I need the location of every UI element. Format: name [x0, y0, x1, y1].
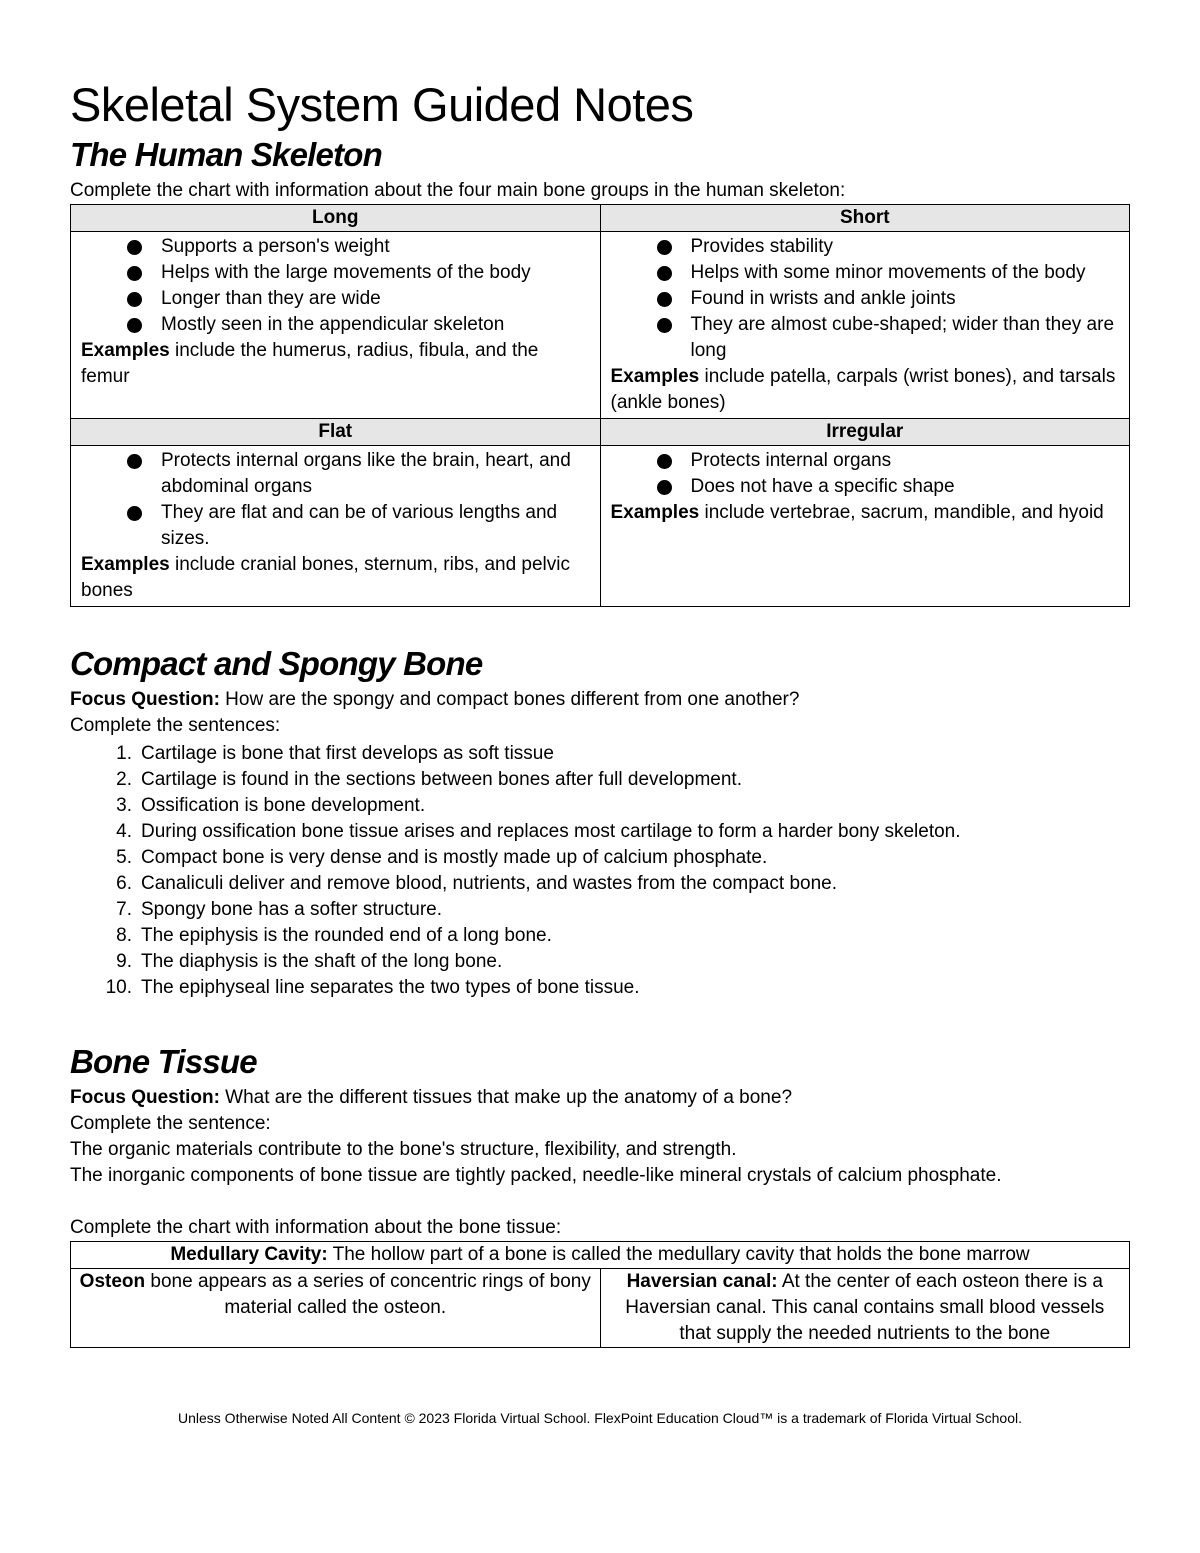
examples-text: include patella, carpals (wrist bones), and tarsals (ankle bones) — [610, 366, 1116, 413]
list-item: Supports a person's weight — [123, 234, 590, 260]
item-text: The diaphysis is the shaft of the long bone. — [141, 951, 503, 972]
examples-text: include cranial bones, sternum, ribs, and pelvic bones — [81, 554, 570, 601]
section-heading-human-skeleton: The Human Skeleton — [70, 136, 382, 173]
haversian-cell — [600, 1269, 1130, 1348]
inorganic-sentence: The inorganic components of bone tissue are tightly packed, needle-like mineral crystals of calcium phosphate. — [70, 1165, 1002, 1186]
list-item: Provides stability — [653, 234, 1120, 260]
examples-label: Examples — [81, 554, 170, 575]
item-text: Compact bone is very dense and is mostly made up of calcium phosphate. — [141, 847, 768, 868]
item-number: 4. — [116, 821, 132, 842]
short-examples — [611, 364, 1120, 416]
item-number: 7. — [116, 899, 132, 920]
list-item: Does not have a specific shape — [653, 474, 1120, 500]
focus-text: How are the spongy and compact bones different from one another? — [219, 689, 800, 710]
medullary-label: Medullary Cavity: — [170, 1244, 328, 1265]
examples-label: Examples — [81, 340, 170, 361]
list-item: Protects internal organs like the brain, heart, and abdominal organs — [123, 448, 590, 500]
list-item: Helps with the large movements of the body — [123, 260, 590, 286]
section-heading-compact-spongy: Compact and Spongy Bone — [70, 645, 483, 682]
list-item — [70, 871, 1130, 897]
examples-label: Examples — [610, 366, 700, 387]
item-number: 9. — [116, 951, 132, 972]
list-item: They are flat and can be of various lengths and sizes. — [123, 500, 590, 552]
organic-sentence: The organic materials contribute to the bone's structure, flexibility, and strength. — [70, 1139, 737, 1160]
list-item — [70, 975, 1130, 1001]
flat-examples — [81, 552, 590, 604]
short-bullets — [611, 234, 1120, 364]
header-long: Long — [71, 205, 601, 232]
list-item: Helps with some minor movements of the body — [653, 260, 1120, 286]
list-item — [70, 897, 1130, 923]
item-number: 5. — [116, 847, 132, 868]
cell-irregular — [600, 446, 1130, 607]
cell-flat — [71, 446, 601, 607]
medullary-text: The hollow part of a bone is called the medullary cavity that holds the bone marrow — [327, 1244, 1030, 1265]
focus-question-compact — [70, 687, 1130, 713]
cell-short — [600, 232, 1130, 419]
header-short: Short — [600, 205, 1130, 232]
list-item: Found in wrists and ankle joints — [653, 286, 1120, 312]
medullary-cavity-cell — [71, 1242, 1130, 1269]
examples-text: include the humerus, radius, fibula, and the femur — [81, 340, 539, 387]
item-text: Cartilage is bone that first develops as soft tissue — [141, 743, 554, 764]
long-bullets — [81, 234, 590, 338]
list-item — [70, 845, 1130, 871]
list-item — [70, 741, 1130, 767]
item-number: 8. — [116, 925, 132, 946]
examples-text: include vertebrae, sacrum, mandible, and hyoid — [699, 502, 1104, 523]
footer-copyright: Unless Otherwise Noted All Content © 2023 Florida Virtual School. FlexPoint Education Cloud™ is a trademark of Florida Virtual School. — [178, 1410, 1022, 1426]
item-text: The epiphysis is the rounded end of a long bone. — [141, 925, 552, 946]
osteon-label: Osteon — [79, 1271, 146, 1292]
long-examples — [81, 338, 590, 390]
bone-tissue-table — [70, 1241, 1130, 1348]
item-text: The epiphyseal line separates the two types of bone tissue. — [141, 977, 640, 998]
item-text: Canaliculi deliver and remove blood, nutrients, and wastes from the compact bone. — [141, 873, 837, 894]
list-item: Mostly seen in the appendicular skeleton — [123, 312, 590, 338]
cell-long — [71, 232, 601, 419]
haversian-label: Haversian canal: — [626, 1271, 778, 1292]
focus-question-tissue — [70, 1085, 1130, 1111]
list-item — [70, 819, 1130, 845]
section-heading-bone-tissue: Bone Tissue — [70, 1043, 257, 1080]
header-irregular: Irregular — [600, 419, 1130, 446]
item-text: Cartilage is found in the sections between bones after full development. — [141, 769, 742, 790]
item-text: During ossification bone tissue arises and replaces most cartilage to form a harder bony skeleton. — [141, 821, 961, 842]
focus-label: Focus Question: — [70, 1087, 220, 1108]
header-flat: Flat — [71, 419, 601, 446]
osteon-cell — [71, 1269, 601, 1348]
compact-instruction: Complete the sentences: — [70, 715, 281, 736]
list-item — [70, 767, 1130, 793]
list-item — [70, 949, 1130, 975]
focus-text: What are the different tissues that make up the anatomy of a bone? — [219, 1087, 793, 1108]
list-item: Longer than they are wide — [123, 286, 590, 312]
list-item — [70, 793, 1130, 819]
list-item — [70, 923, 1130, 949]
focus-label: Focus Question: — [70, 689, 220, 710]
item-number: 10. — [105, 977, 132, 998]
tissue-instruction: Complete the sentence: — [70, 1113, 271, 1134]
list-item: They are almost cube-shaped; wider than they are long — [653, 312, 1120, 364]
item-number: 6. — [116, 873, 132, 894]
examples-label: Examples — [610, 502, 700, 523]
item-text: Ossification is bone development. — [141, 795, 426, 816]
tissue-chart-instruction: Complete the chart with information about the bone tissue: — [70, 1217, 562, 1238]
item-number: 2. — [116, 769, 132, 790]
bone-groups-table — [70, 204, 1130, 607]
item-text: Spongy bone has a softer structure. — [141, 899, 443, 920]
irregular-bullets — [611, 448, 1120, 500]
item-number: 3. — [116, 795, 132, 816]
list-item: Protects internal organs — [653, 448, 1120, 474]
skeleton-instruction: Complete the chart with information about the four main bone groups in the human skeleton: — [70, 180, 846, 201]
haversian-text: At the center of each osteon there is a Haversian canal. This canal contains small blood vessels that supply the needed nutrients to the bone — [625, 1271, 1105, 1344]
flat-bullets — [81, 448, 590, 552]
item-number: 1. — [116, 743, 132, 764]
page-title: Skeletal System Guided Notes — [70, 78, 694, 131]
osteon-text: bone appears as a series of concentric rings of bony material called the osteon. — [145, 1271, 591, 1318]
sentence-list — [70, 741, 1130, 1001]
irregular-examples — [611, 500, 1120, 526]
document-page — [70, 78, 1130, 1348]
